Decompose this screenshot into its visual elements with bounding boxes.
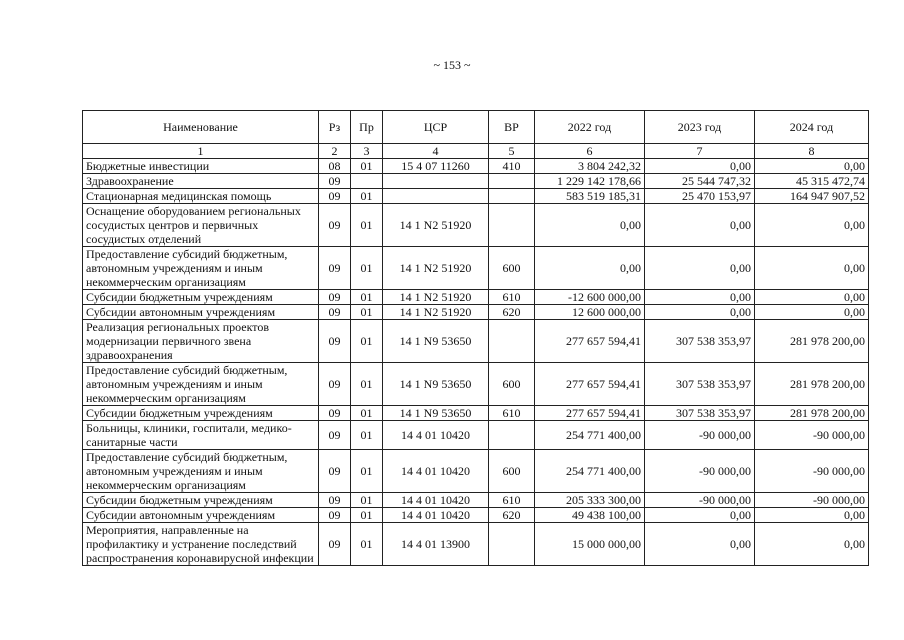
table-row	[83, 363, 869, 406]
cell-name: Больницы, клиники, госпитали, медико-санитарные части	[83, 421, 319, 450]
cell-pr: 01	[351, 493, 383, 508]
header-pr: Пр	[351, 111, 383, 144]
col-number: 4	[383, 144, 489, 159]
cell-pr: 01	[351, 159, 383, 174]
cell-2023: 0,00	[645, 204, 755, 247]
cell-2022: 0,00	[535, 204, 645, 247]
table-row	[83, 421, 869, 450]
col-number: 6	[535, 144, 645, 159]
cell-name: Оснащение оборудованием региональных сосудистых центров и первичных сосудистых отделений	[83, 204, 319, 247]
cell-rz: 09	[319, 320, 351, 363]
cell-csr: 14 4 01 10420	[383, 493, 489, 508]
cell-2024: 281 978 200,00	[755, 363, 869, 406]
cell-2024: 45 315 472,74	[755, 174, 869, 189]
table-row	[83, 523, 869, 566]
cell-rz: 09	[319, 305, 351, 320]
cell-vr: 610	[489, 290, 535, 305]
cell-csr: 14 4 01 10420	[383, 421, 489, 450]
cell-rz: 09	[319, 508, 351, 523]
cell-csr: 14 4 01 13900	[383, 523, 489, 566]
cell-csr	[383, 174, 489, 189]
cell-2023: 307 538 353,97	[645, 406, 755, 421]
cell-2023: 0,00	[645, 305, 755, 320]
cell-2022: 3 804 242,32	[535, 159, 645, 174]
cell-vr: 610	[489, 406, 535, 421]
cell-vr: 410	[489, 159, 535, 174]
cell-pr: 01	[351, 363, 383, 406]
col-number: 7	[645, 144, 755, 159]
header-csr: ЦСР	[383, 111, 489, 144]
cell-2023: 307 538 353,97	[645, 363, 755, 406]
cell-csr: 14 4 01 10420	[383, 450, 489, 493]
cell-name: Стационарная медицинская помощь	[83, 189, 319, 204]
cell-rz: 09	[319, 189, 351, 204]
cell-name: Здравоохранение	[83, 174, 319, 189]
cell-2022: 12 600 000,00	[535, 305, 645, 320]
cell-2022: 49 438 100,00	[535, 508, 645, 523]
cell-2024: 281 978 200,00	[755, 406, 869, 421]
cell-name: Субсидии бюджетным учреждениям	[83, 290, 319, 305]
cell-2024: -90 000,00	[755, 450, 869, 493]
col-number: 8	[755, 144, 869, 159]
cell-csr: 14 4 01 10420	[383, 508, 489, 523]
table-row	[83, 508, 869, 523]
cell-2023: 0,00	[645, 290, 755, 305]
cell-2023: 0,00	[645, 523, 755, 566]
cell-2022: 277 657 594,41	[535, 406, 645, 421]
cell-2024: 0,00	[755, 247, 869, 290]
cell-vr: 600	[489, 363, 535, 406]
cell-2022: -12 600 000,00	[535, 290, 645, 305]
cell-vr	[489, 204, 535, 247]
cell-rz: 09	[319, 174, 351, 189]
cell-rz: 09	[319, 290, 351, 305]
table-row	[83, 189, 869, 204]
cell-2024: 0,00	[755, 508, 869, 523]
cell-2023: -90 000,00	[645, 493, 755, 508]
table-row	[83, 290, 869, 305]
cell-pr: 01	[351, 189, 383, 204]
budget-table	[82, 110, 869, 566]
cell-rz: 09	[319, 204, 351, 247]
cell-2022: 277 657 594,41	[535, 320, 645, 363]
cell-2024: 0,00	[755, 290, 869, 305]
cell-name: Субсидии автономным учреждениям	[83, 508, 319, 523]
cell-name: Реализация региональных проектов модернизации первичного звена здравоохранения	[83, 320, 319, 363]
cell-vr: 620	[489, 508, 535, 523]
cell-rz: 09	[319, 406, 351, 421]
cell-2023: 25 544 747,32	[645, 174, 755, 189]
cell-vr	[489, 421, 535, 450]
cell-2023: 25 470 153,97	[645, 189, 755, 204]
cell-2022: 1 229 142 178,66	[535, 174, 645, 189]
cell-pr: 01	[351, 305, 383, 320]
cell-2023: -90 000,00	[645, 421, 755, 450]
cell-2022: 254 771 400,00	[535, 450, 645, 493]
cell-vr	[489, 320, 535, 363]
cell-name: Субсидии бюджетным учреждениям	[83, 493, 319, 508]
cell-csr	[383, 189, 489, 204]
cell-vr: 620	[489, 305, 535, 320]
cell-rz: 09	[319, 363, 351, 406]
cell-pr: 01	[351, 290, 383, 305]
cell-pr: 01	[351, 320, 383, 363]
header-rz: Рз	[319, 111, 351, 144]
cell-2023: 307 538 353,97	[645, 320, 755, 363]
cell-2022: 254 771 400,00	[535, 421, 645, 450]
cell-csr: 14 1 N2 51920	[383, 305, 489, 320]
cell-rz: 09	[319, 493, 351, 508]
cell-2022: 583 519 185,31	[535, 189, 645, 204]
cell-2024: 0,00	[755, 305, 869, 320]
page-number: ~ 153 ~	[433, 58, 471, 72]
col-number: 3	[351, 144, 383, 159]
cell-2023: 0,00	[645, 247, 755, 290]
header-2023: 2023 год	[645, 111, 755, 144]
cell-pr: 01	[351, 204, 383, 247]
cell-csr: 14 1 N9 53650	[383, 363, 489, 406]
cell-2023: -90 000,00	[645, 450, 755, 493]
cell-vr: 610	[489, 493, 535, 508]
header-name: Наименование	[83, 111, 319, 144]
table-row	[83, 174, 869, 189]
table-body	[83, 159, 869, 566]
cell-2024: 0,00	[755, 523, 869, 566]
cell-csr: 14 1 N9 53650	[383, 406, 489, 421]
cell-pr: 01	[351, 421, 383, 450]
cell-pr	[351, 174, 383, 189]
cell-2024: 0,00	[755, 159, 869, 174]
cell-name: Предоставление субсидий бюджетным, автономным учреждениям и иным некоммерческим организациям	[83, 450, 319, 493]
cell-2022: 205 333 300,00	[535, 493, 645, 508]
column-number-row	[83, 144, 869, 159]
table-row	[83, 159, 869, 174]
cell-name: Субсидии автономным учреждениям	[83, 305, 319, 320]
header-vr: ВР	[489, 111, 535, 144]
cell-rz: 09	[319, 421, 351, 450]
cell-vr	[489, 523, 535, 566]
cell-pr: 01	[351, 508, 383, 523]
cell-pr: 01	[351, 523, 383, 566]
table-row	[83, 204, 869, 247]
col-number: 2	[319, 144, 351, 159]
cell-name: Субсидии бюджетным учреждениям	[83, 406, 319, 421]
cell-2024: 164 947 907,52	[755, 189, 869, 204]
table-row	[83, 320, 869, 363]
cell-2024: 0,00	[755, 204, 869, 247]
table-row	[83, 493, 869, 508]
cell-rz: 09	[319, 450, 351, 493]
cell-rz: 09	[319, 247, 351, 290]
table-row	[83, 450, 869, 493]
col-number: 1	[83, 144, 319, 159]
cell-2022: 15 000 000,00	[535, 523, 645, 566]
cell-pr: 01	[351, 450, 383, 493]
cell-csr: 14 1 N9 53650	[383, 320, 489, 363]
header-2022: 2022 год	[535, 111, 645, 144]
cell-2022: 277 657 594,41	[535, 363, 645, 406]
cell-2022: 0,00	[535, 247, 645, 290]
cell-pr: 01	[351, 406, 383, 421]
cell-name: Предоставление субсидий бюджетным, автономным учреждениям и иным некоммерческим организациям	[83, 363, 319, 406]
table-row	[83, 406, 869, 421]
cell-2024: 281 978 200,00	[755, 320, 869, 363]
table-row	[83, 305, 869, 320]
cell-vr	[489, 189, 535, 204]
cell-pr: 01	[351, 247, 383, 290]
cell-name: Мероприятия, направленные на профилактику и устранение последствий распространения коронавирусной инфекции	[83, 523, 319, 566]
cell-2023: 0,00	[645, 159, 755, 174]
cell-vr: 600	[489, 247, 535, 290]
cell-vr: 600	[489, 450, 535, 493]
cell-csr: 15 4 07 11260	[383, 159, 489, 174]
cell-csr: 14 1 N2 51920	[383, 247, 489, 290]
cell-vr	[489, 174, 535, 189]
cell-csr: 14 1 N2 51920	[383, 290, 489, 305]
cell-2023: 0,00	[645, 508, 755, 523]
cell-2024: -90 000,00	[755, 421, 869, 450]
cell-rz: 09	[319, 523, 351, 566]
header-2024: 2024 год	[755, 111, 869, 144]
header-row	[83, 111, 869, 144]
cell-csr: 14 1 N2 51920	[383, 204, 489, 247]
cell-2024: -90 000,00	[755, 493, 869, 508]
cell-rz: 08	[319, 159, 351, 174]
cell-name: Предоставление субсидий бюджетным, автономным учреждениям и иным некоммерческим организациям	[83, 247, 319, 290]
col-number: 5	[489, 144, 535, 159]
cell-name: Бюджетные инвестиции	[83, 159, 319, 174]
table-row	[83, 247, 869, 290]
